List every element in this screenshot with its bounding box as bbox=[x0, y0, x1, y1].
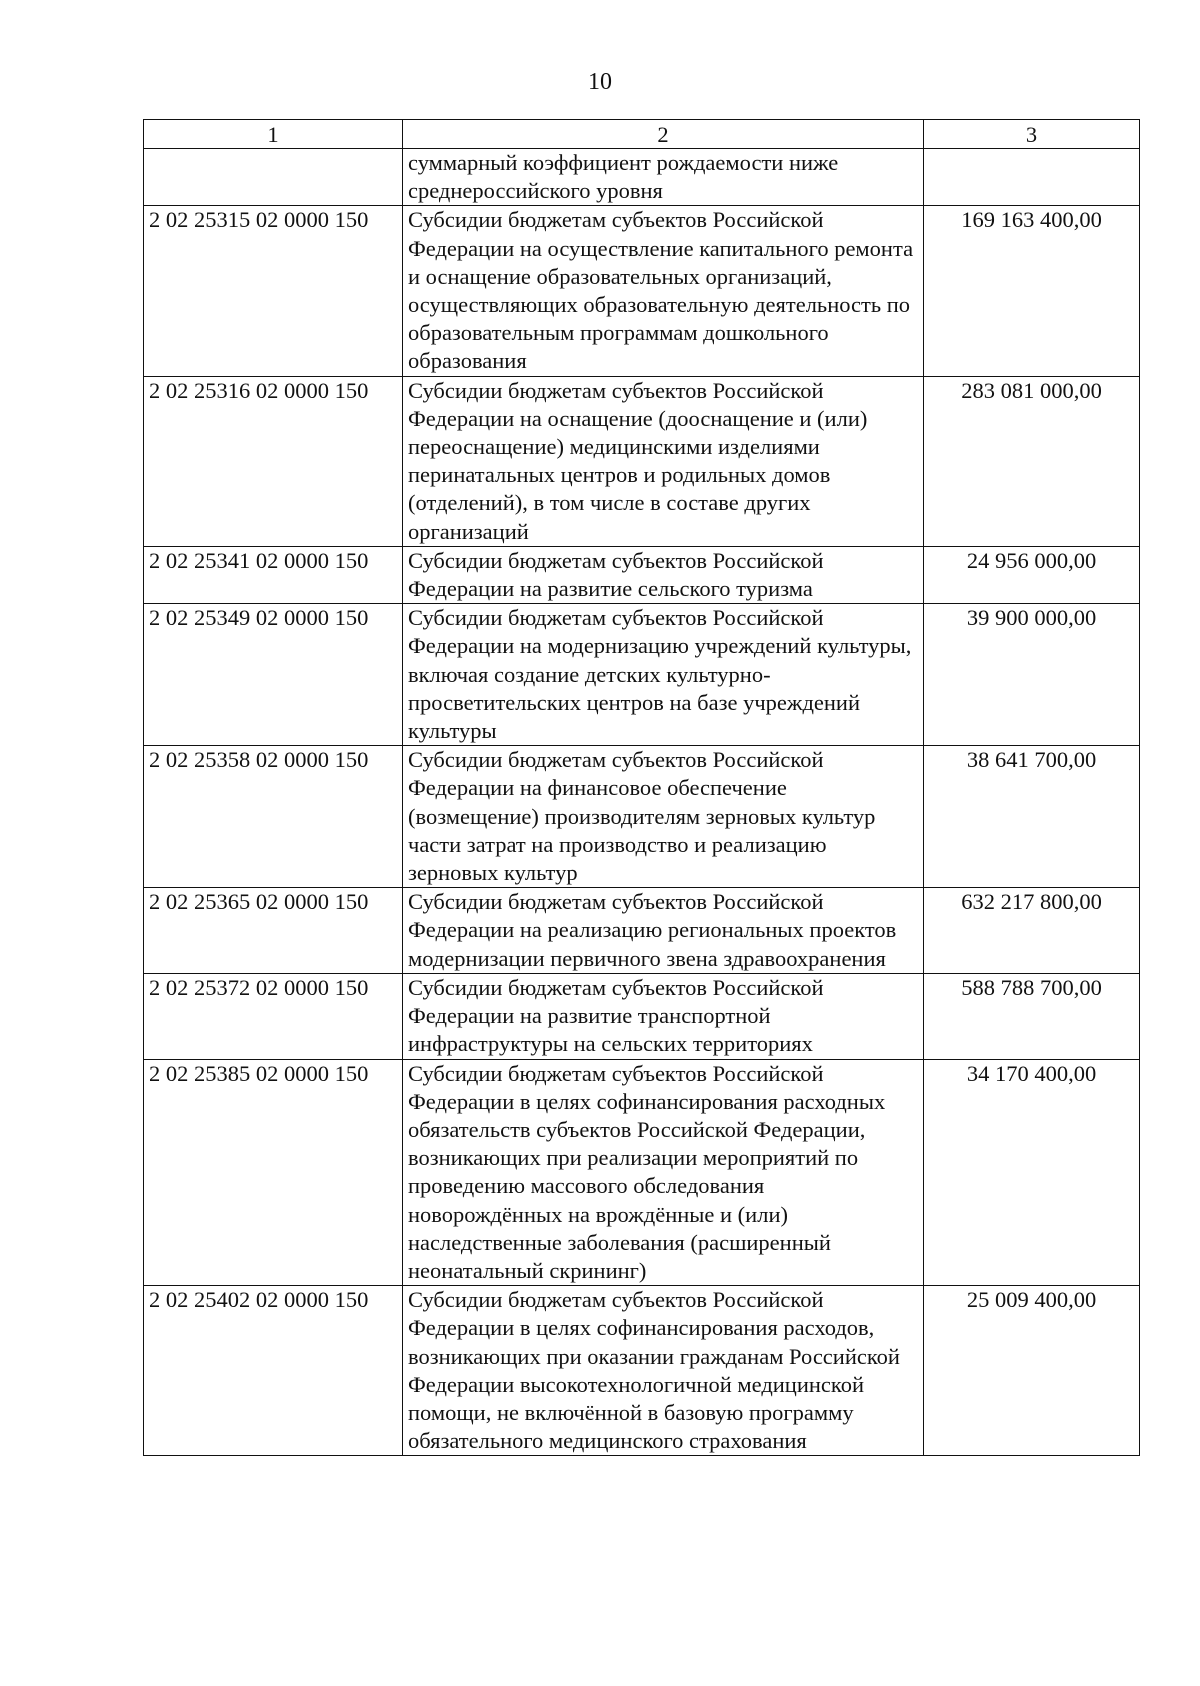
description-cell: Субсидии бюджетам субъектов Российской Федерации на реализацию региональных проектов модернизации первичного звена здравоохранения bbox=[403, 888, 924, 974]
amount-cell: 632 217 800,00 bbox=[924, 888, 1140, 974]
table-row bbox=[144, 1059, 1140, 1286]
income-code-cell: 2 02 25315 02 0000 150 bbox=[144, 206, 403, 376]
amount-cell: 25 009 400,00 bbox=[924, 1286, 1140, 1456]
description-cell: Субсидии бюджетам субъектов Российской Федерации на развитие сельского туризма bbox=[403, 546, 924, 603]
description-cell: Субсидии бюджетам субъектов Российской Федерации на финансовое обеспечение (возмещение) производителям зерновых культур части затрат на производство и реализацию зерновых культур bbox=[403, 746, 924, 888]
table-row bbox=[144, 376, 1140, 546]
amount-cell: 38 641 700,00 bbox=[924, 746, 1140, 888]
column-header-1: 1 bbox=[144, 120, 403, 149]
income-code-cell: 2 02 25316 02 0000 150 bbox=[144, 376, 403, 546]
amount-cell: 34 170 400,00 bbox=[924, 1059, 1140, 1286]
description-cell: Субсидии бюджетам субъектов Российской Федерации на оснащение (дооснащение и (или) переоснащение) медицинскими изделиями перинатальных центров и родильных домов (отделений), в том числе в составе других организаций bbox=[403, 376, 924, 546]
table-row bbox=[144, 604, 1140, 746]
income-code-cell: 2 02 25349 02 0000 150 bbox=[144, 604, 403, 746]
description-cell: суммарный коэффициент рождаемости ниже среднероссийского уровня bbox=[403, 149, 924, 206]
income-code-cell: 2 02 25372 02 0000 150 bbox=[144, 973, 403, 1059]
amount-cell: 283 081 000,00 bbox=[924, 376, 1140, 546]
column-header-2: 2 bbox=[403, 120, 924, 149]
table-row bbox=[144, 546, 1140, 603]
income-code-cell: 2 02 25341 02 0000 150 bbox=[144, 546, 403, 603]
table-row bbox=[144, 746, 1140, 888]
description-cell: Субсидии бюджетам субъектов Российской Федерации на осуществление капитального ремонта и оснащение образовательных организаций, осуществляющих образовательную деятельность по образовательным программам дошкольного образования bbox=[403, 206, 924, 376]
income-code-cell: 2 02 25402 02 0000 150 bbox=[144, 1286, 403, 1456]
description-cell: Субсидии бюджетам субъектов Российской Федерации на развитие транспортной инфраструктуры на сельских территориях bbox=[403, 973, 924, 1059]
amount-cell: 39 900 000,00 bbox=[924, 604, 1140, 746]
description-cell: Субсидии бюджетам субъектов Российской Федерации на модернизацию учреждений культуры, включая создание детских культурно-просветительских центров на базе учреждений культуры bbox=[403, 604, 924, 746]
income-code-cell: 2 02 25365 02 0000 150 bbox=[144, 888, 403, 974]
amount-cell: 588 788 700,00 bbox=[924, 973, 1140, 1059]
header-row bbox=[144, 120, 1140, 149]
description-cell: Субсидии бюджетам субъектов Российской Федерации в целях софинансирования расходных обязательств субъектов Российской Федерации, возникающих при реализации мероприятий по проведению массового обследования новорождённых на врождённые и (или) наследственные заболевания (расширенный неонатальный скрининг) bbox=[403, 1059, 924, 1286]
income-code-cell bbox=[144, 149, 403, 206]
column-header-3: 3 bbox=[924, 120, 1140, 149]
income-code-cell: 2 02 25385 02 0000 150 bbox=[144, 1059, 403, 1286]
table-row bbox=[144, 149, 1140, 206]
amount-cell bbox=[924, 149, 1140, 206]
budget-table bbox=[143, 119, 1140, 1456]
table-header bbox=[144, 120, 1140, 149]
amount-cell: 169 163 400,00 bbox=[924, 206, 1140, 376]
table-row bbox=[144, 1286, 1140, 1456]
table-row bbox=[144, 206, 1140, 376]
income-code-cell: 2 02 25358 02 0000 150 bbox=[144, 746, 403, 888]
amount-cell: 24 956 000,00 bbox=[924, 546, 1140, 603]
description-cell: Субсидии бюджетам субъектов Российской Федерации в целях софинансирования расходов, возникающих при оказании гражданам Российской Федерации высокотехнологичной медицинской помощи, не включённой в базовую программу обязательного медицинского страхования bbox=[403, 1286, 924, 1456]
table-body bbox=[144, 149, 1140, 1456]
page-number: 10 bbox=[588, 69, 612, 95]
table-row bbox=[144, 973, 1140, 1059]
table-row bbox=[144, 888, 1140, 974]
